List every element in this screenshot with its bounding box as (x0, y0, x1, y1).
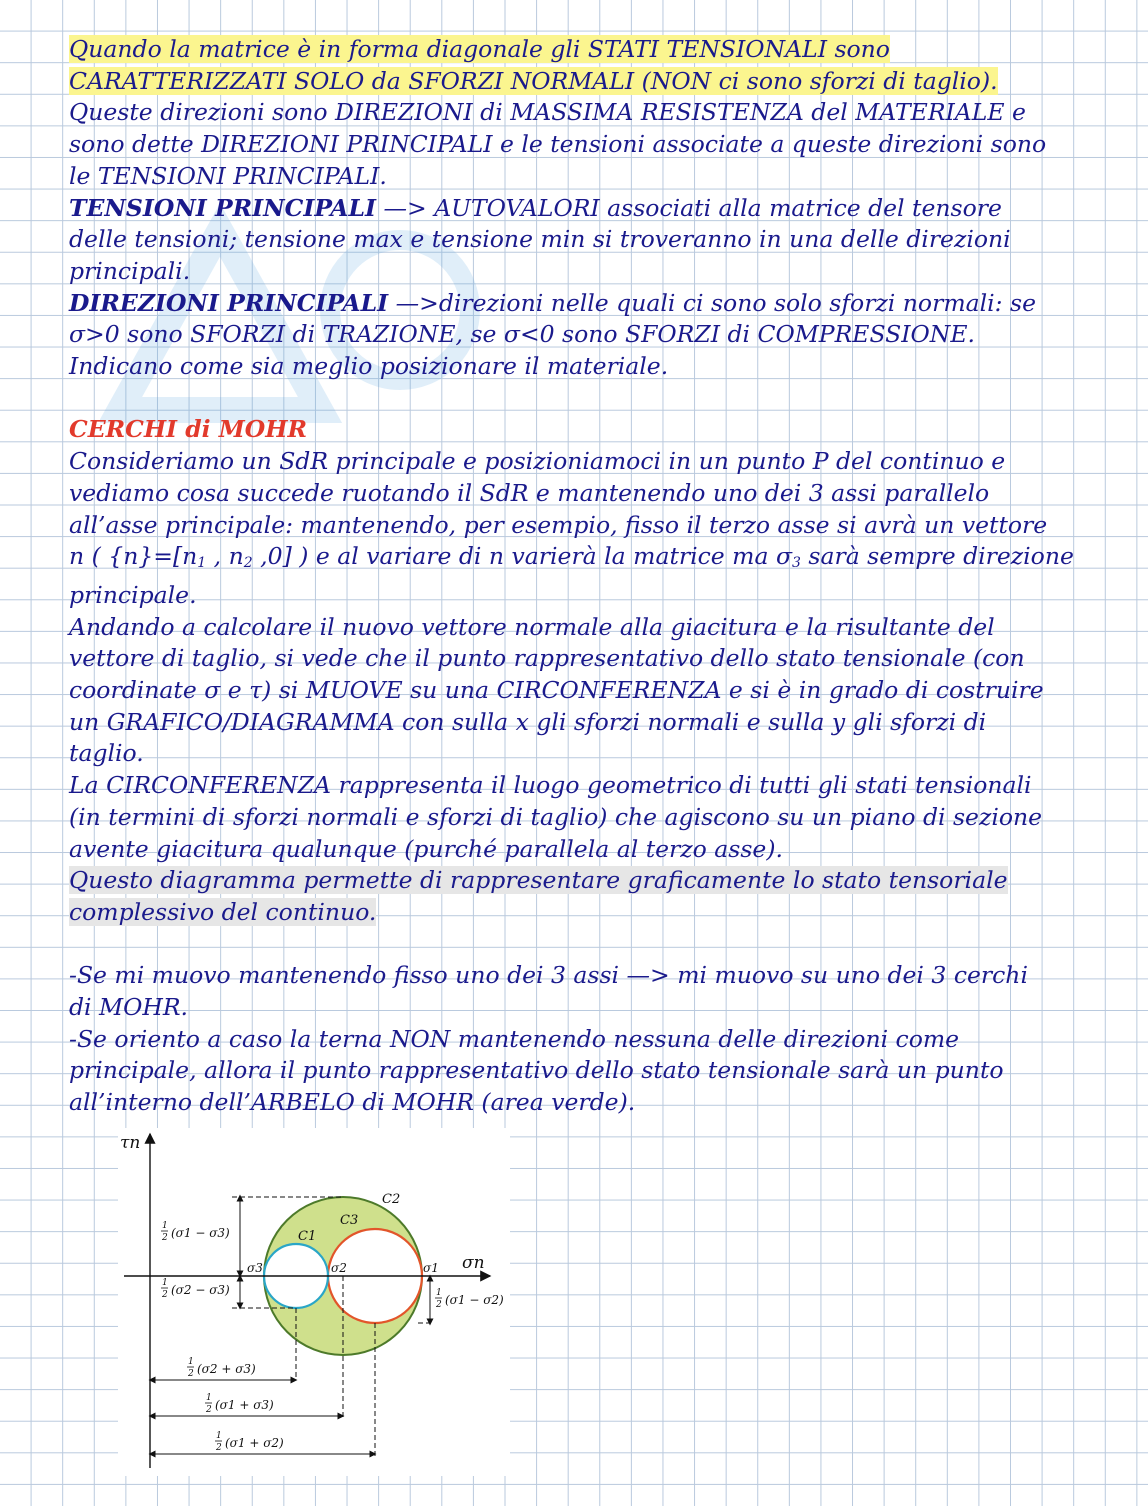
svg-text:(σ1 − σ2): (σ1 − σ2) (445, 1293, 504, 1307)
text-line: all’interno dell’ARBELO di MOHR (area verde). (69, 1088, 636, 1117)
label-half-s1-plus-s3 (205, 1393, 274, 1415)
section-heading: CERCHI di MOHR (69, 415, 307, 444)
svg-text:2: 2 (162, 1233, 168, 1243)
svg-text:(σ1 + σ2): (σ1 + σ2) (225, 1436, 284, 1450)
text-line: complessivo del continuo. (69, 897, 377, 926)
text-line: Consideriamo un SdR principale e posizioniamoci in un punto P del continuo e (69, 447, 1006, 476)
label-sigma3: σ3 (247, 1261, 263, 1275)
label-half-s1-plus-s2 (215, 1431, 284, 1453)
text-line: principali. (69, 256, 191, 285)
svg-text:2: 2 (436, 1300, 442, 1310)
svg-text:2: 2 (162, 1290, 168, 1300)
y-axis-label: τn (120, 1133, 141, 1153)
label-c3: C3 (340, 1213, 359, 1228)
text-line: -Se mi muovo mantenendo fisso uno dei 3 assi —> mi muovo su uno dei 3 cerchi (69, 961, 1028, 990)
text-line: Quando la matrice è in forma diagonale gli STATI TENSIONALI sono (69, 35, 890, 63)
text-line: vettore di taglio, si vede che il punto rappresentativo dello stato tensionale (con (69, 644, 1025, 673)
text-line: di MOHR. (69, 993, 189, 1022)
svg-text:1: 1 (436, 1288, 442, 1298)
x-axis-label: σn (462, 1253, 485, 1273)
text-line: Questo diagramma permette di rappresentare graficamente lo stato tensoriale (69, 866, 1008, 895)
svg-text:(σ1 + σ3): (σ1 + σ3) (215, 1398, 274, 1412)
text-line: -Se oriento a caso la terna NON mantenendo nessuna delle direzioni come (69, 1024, 960, 1053)
text-line: CARATTERIZZATI SOLO da SFORZI NORMALI (NON ci sono sforzi di taglio). (69, 66, 998, 95)
term-tensioni-principali: TENSIONI PRINCIPALI (69, 193, 377, 222)
notes-page (69, 34, 1129, 1119)
text-line: DIREZIONI PRINCIPALI —>direzioni nelle quali ci sono solo sforzi normali: se (69, 288, 1036, 317)
label-c2: C2 (382, 1192, 401, 1207)
label-c1: C1 (298, 1229, 317, 1244)
svg-text:1: 1 (188, 1357, 194, 1367)
text-line: TENSIONI PRINCIPALI —> AUTOVALORI associati alla matrice del tensore (69, 193, 1002, 222)
label-half-s2-minus-s3 (161, 1278, 230, 1300)
svg-text:2: 2 (206, 1405, 212, 1415)
text-line: Indicano come sia meglio posizionare il materiale. (69, 352, 669, 381)
text-line: taglio. (69, 739, 144, 768)
svg-text:1: 1 (162, 1221, 168, 1231)
label-half-s2-plus-s3 (187, 1357, 256, 1379)
svg-text:2: 2 (188, 1369, 194, 1379)
text-line: avente giacitura qualunque (purché parallela al terzo asse). (69, 834, 783, 863)
text-line: Andando a calcolare il nuovo vettore normale alla giacitura e la risultante del (69, 612, 995, 641)
svg-text:1: 1 (206, 1393, 212, 1403)
svg-text:(σ2 − σ3): (σ2 − σ3) (171, 1283, 230, 1297)
label-half-s1-minus-s3 (161, 1221, 230, 1243)
text-line: un GRAFICO/DIAGRAMMA con sulla x gli sforzi normali e sulla y gli sforzi di (69, 707, 987, 736)
svg-text:(σ1 − σ3): (σ1 − σ3) (171, 1226, 230, 1240)
mohr-diagram (118, 1128, 510, 1476)
text-line: le TENSIONI PRINCIPALI. (69, 161, 387, 190)
label-half-s1-minus-s2 (435, 1288, 504, 1310)
svg-text:1: 1 (216, 1431, 222, 1441)
label-sigma1: σ1 (423, 1261, 439, 1275)
text-line: principale, allora il punto rappresentativo dello stato tensionale sarà un punto (69, 1056, 1004, 1085)
text-line: delle tensioni; tensione max e tensione min si troveranno in una delle direzioni (69, 225, 1011, 254)
term-direzioni-principali: DIREZIONI PRINCIPALI (69, 288, 389, 317)
mohr-diagram-svg (118, 1128, 510, 1476)
label-sigma2: σ2 (331, 1261, 347, 1275)
text-line: La CIRCONFERENZA rappresenta il luogo geometrico di tutti gli stati tensionali (69, 771, 1032, 800)
text-line: vediamo cosa succede ruotando il SdR e mantenendo uno dei 3 assi parallelo (69, 478, 990, 507)
text-line: sono dette DIREZIONI PRINCIPALI e le tensioni associate a queste direzioni sono (69, 130, 1047, 159)
svg-text:2: 2 (216, 1443, 222, 1453)
text-line: n ( $\{n\}=[n_1$ , $n_2$ ,0] ) e al variare di n varierà la matrice ma $\sigma_3$ sarà sempre direzione (69, 542, 1074, 572)
text-line: (in termini di sforzi normali e sforzi di taglio) che agiscono su un piano di sezione (69, 802, 1043, 831)
text-line: Queste direzioni sono DIREZIONI di MASSIMA RESISTENZA del MATERIALE e (69, 98, 1026, 127)
svg-text:(σ2 + σ3): (σ2 + σ3) (197, 1362, 256, 1376)
text-line: principale. (69, 580, 197, 609)
text-line: σ>0 sono SFORZI di TRAZIONE, se σ<0 sono SFORZI di COMPRESSIONE. (69, 320, 975, 349)
text-line: coordinate σ e τ) si MUOVE su una CIRCONFERENZA e si è in grado di costruire (69, 676, 1044, 705)
text-line: all’asse principale: mantenendo, per esempio, fisso il terzo asse si avrà un vettore (69, 510, 1048, 539)
svg-text:1: 1 (162, 1278, 168, 1288)
